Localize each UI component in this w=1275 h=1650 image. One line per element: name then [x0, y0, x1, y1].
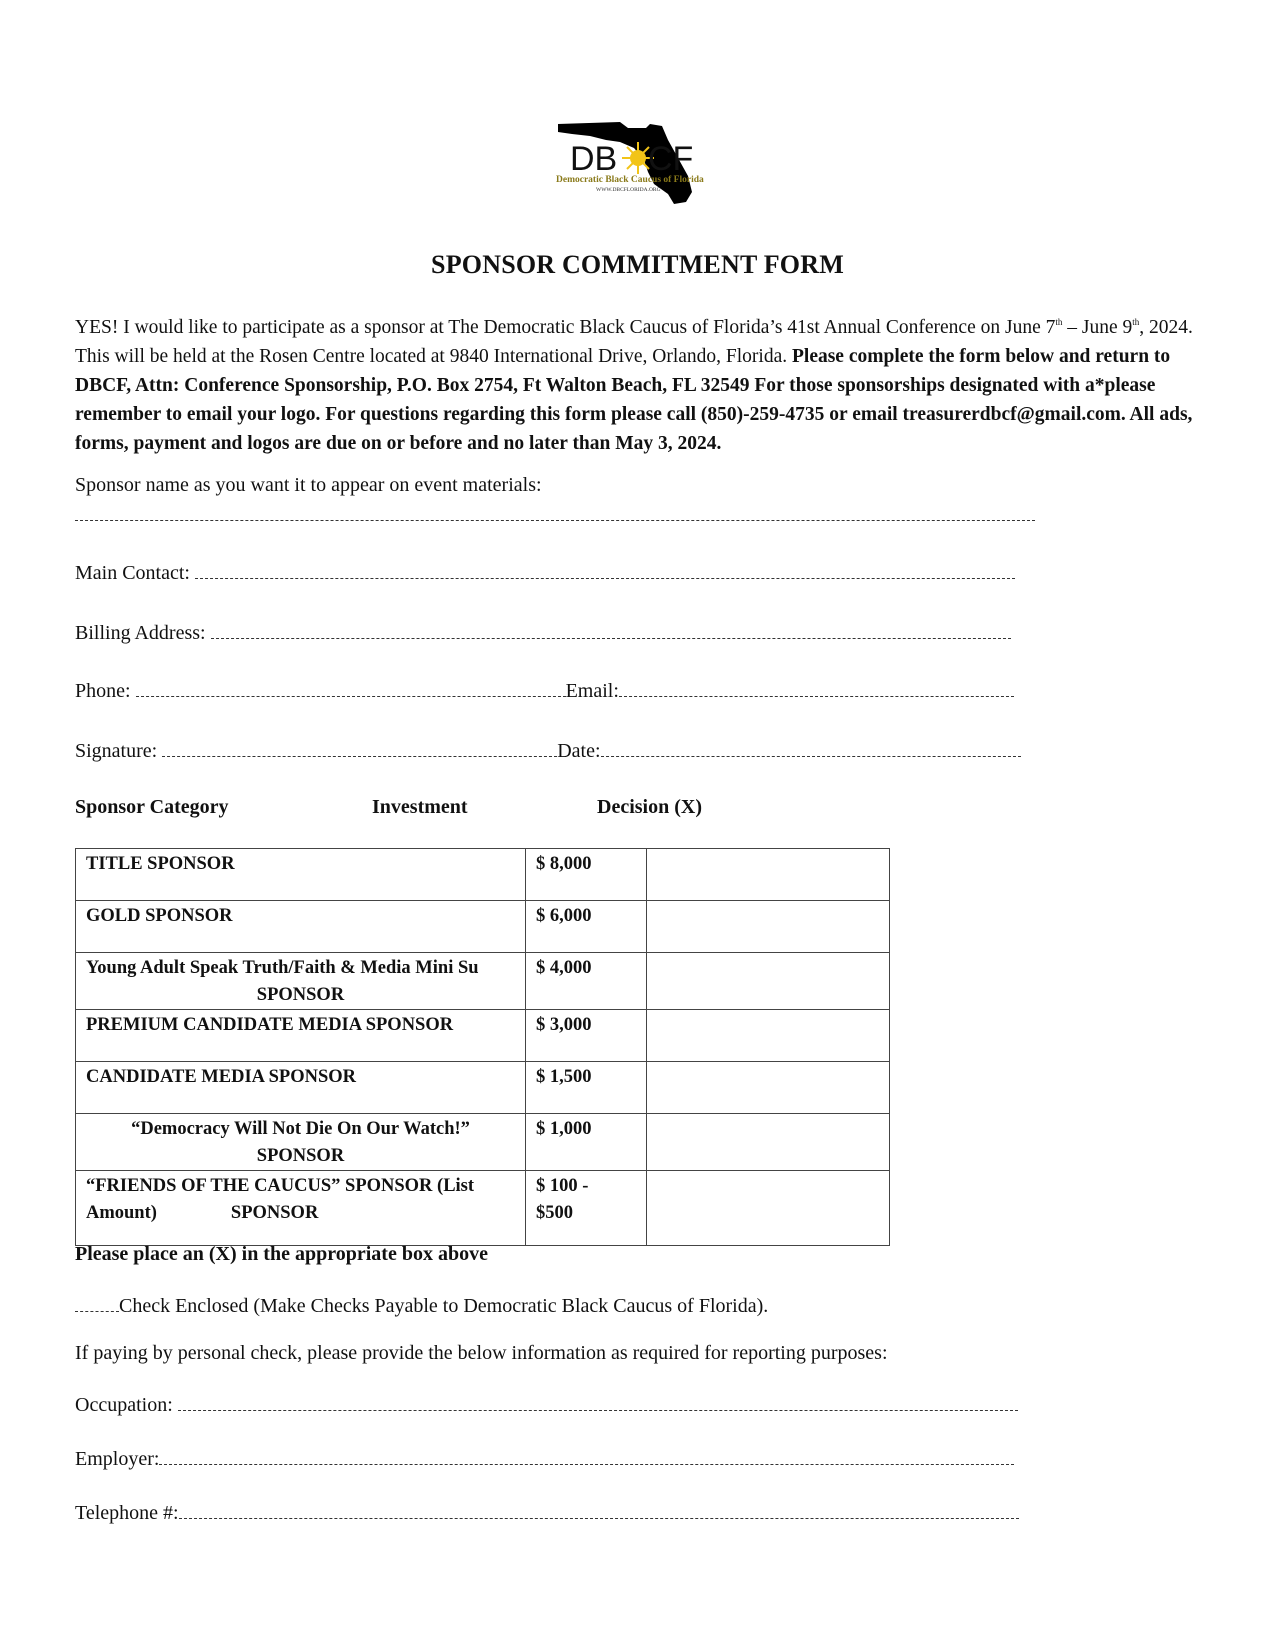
phone-email-row: [75, 678, 1014, 703]
billing-address-row: [75, 620, 1011, 645]
decision-box[interactable]: [647, 1062, 890, 1114]
sponsor-category: Young Adult Speak Truth/Faith & Media Mini Su SPONSOR: [76, 953, 526, 1010]
employer-row: [75, 1446, 1014, 1471]
signature-date-row: [75, 738, 1021, 763]
table-note: Please place an (X) in the appropriate box above: [75, 1243, 488, 1265]
investment-amount: $ 4,000: [526, 953, 647, 1010]
table-row: [76, 901, 890, 953]
date-field[interactable]: [601, 738, 1021, 757]
table-row: [76, 1171, 890, 1246]
decision-box[interactable]: [647, 1171, 890, 1246]
phone-field[interactable]: [136, 678, 566, 697]
billing-address-field[interactable]: [211, 620, 1011, 639]
employer-field[interactable]: [159, 1446, 1014, 1465]
investment-amount: $ 1,000: [526, 1114, 647, 1171]
decision-box[interactable]: [647, 901, 890, 953]
decision-box[interactable]: [647, 1114, 890, 1171]
table-row: [76, 1010, 890, 1062]
svg-text:WWW.DBCFLORIDA.ORG: WWW.DBCFLORIDA.ORG: [596, 187, 661, 193]
billing-address-label: Billing Address:: [75, 622, 206, 644]
main-contact-row: [75, 560, 1015, 585]
sponsor-category: PREMIUM CANDIDATE MEDIA SPONSOR: [76, 1010, 526, 1062]
sponsor-category: CANDIDATE MEDIA SPONSOR: [76, 1062, 526, 1114]
telephone-row: [75, 1500, 1019, 1525]
sponsor-category: GOLD SPONSOR: [76, 901, 526, 953]
investment-amount: $ 6,000: [526, 901, 647, 953]
occupation-field[interactable]: [178, 1392, 1018, 1411]
email-label: Email:: [565, 680, 619, 702]
investment-amount: $ 1,500: [526, 1062, 647, 1114]
decision-box[interactable]: [647, 953, 890, 1010]
date-label: Date:: [557, 740, 601, 762]
header-investment: Investment: [372, 796, 468, 818]
occupation-label: Occupation:: [75, 1394, 173, 1416]
svg-text:DB: DB: [570, 140, 618, 178]
table-row: [76, 1114, 890, 1171]
svg-text:CF: CF: [648, 140, 694, 178]
instructions-bold: Please complete the form below and return to DBCF, Attn: Conference Sponsorship, P.O. Box 2754, Ft Walton Beach, FL 32549 For those sponsorships designated with a*please remember to email your logo. For questions regarding this form please call (850)-259-4735 or email treasurerdbcf@gmail.com. All ads, forms, payment and logos are due on or before and no later than May 3, 2024.: [75, 346, 1193, 454]
sponsor-category: “FRIENDS OF THE CAUCUS” SPONSOR (List Amount) SPONSOR: [76, 1171, 526, 1246]
check-enclosed-row: [75, 1293, 768, 1318]
page-title: SPONSOR COMMITMENT FORM: [431, 250, 844, 279]
header-decision: Decision (X): [597, 796, 702, 818]
sponsor-category: TITLE SPONSOR: [76, 849, 526, 901]
investment-amount: $ 3,000: [526, 1010, 647, 1062]
phone-label: Phone:: [75, 680, 131, 702]
check-enclosed-label: Check Enclosed (Make Checks Payable to Democratic Black Caucus of Florida).: [119, 1295, 769, 1317]
table-row: [76, 1062, 890, 1114]
email-field[interactable]: [619, 678, 1014, 697]
svg-text:Democratic Black Caucus of Flo: Democratic Black Caucus of Florida: [556, 175, 704, 185]
sponsor-name-field[interactable]: [75, 502, 1035, 527]
investment-amount: $ 8,000: [526, 849, 647, 901]
florida-map-icon: [550, 118, 730, 208]
personal-check-note: If paying by personal check, please provide the below information as required for reporting purposes:: [75, 1342, 888, 1364]
signature-field[interactable]: [162, 738, 557, 757]
dbcf-logo: [550, 118, 730, 208]
employer-label: Employer:: [75, 1448, 160, 1470]
table-row: [76, 953, 890, 1010]
signature-label: Signature:: [75, 740, 158, 762]
sponsor-name-label: Sponsor name as you want it to appear on event materials:: [75, 474, 542, 496]
sponsor-table: [75, 848, 890, 1246]
telephone-field[interactable]: [179, 1500, 1019, 1519]
main-contact-label: Main Contact:: [75, 562, 190, 584]
decision-box[interactable]: [647, 1010, 890, 1062]
main-contact-field[interactable]: [195, 560, 1015, 579]
telephone-label: Telephone #:: [75, 1502, 179, 1524]
check-enclosed-field[interactable]: [75, 1293, 119, 1312]
occupation-row: [75, 1392, 1018, 1417]
sponsor-category: “Democracy Will Not Die On Our Watch!” SPONSOR: [76, 1114, 526, 1171]
investment-amount: $ 100 - $500: [526, 1171, 647, 1246]
header-sponsor-category: Sponsor Category: [75, 796, 229, 818]
intro-paragraph: YES! I would like to participate as a sponsor at The Democratic Black Caucus of Florida’s 41st Annual Conference on June 7th – June 9th, 2024. This will be held at the Rosen Centre located at 9840 International Drive, Orlando, Florida. Please complete the form below and return to DBCF, Attn: Conference Sponsorship, P.O. Box 2754, Ft Walton Beach, FL 32549 For those sponsorships designated with a*please remember to email your logo. For questions regarding this form please call (850)-259-4735 or email treasurerdbcf@gmail.com. All ads, forms, payment and logos are due on or before and no later than May 3, 2024.: [75, 317, 1193, 454]
table-row: [76, 849, 890, 901]
decision-box[interactable]: [647, 849, 890, 901]
